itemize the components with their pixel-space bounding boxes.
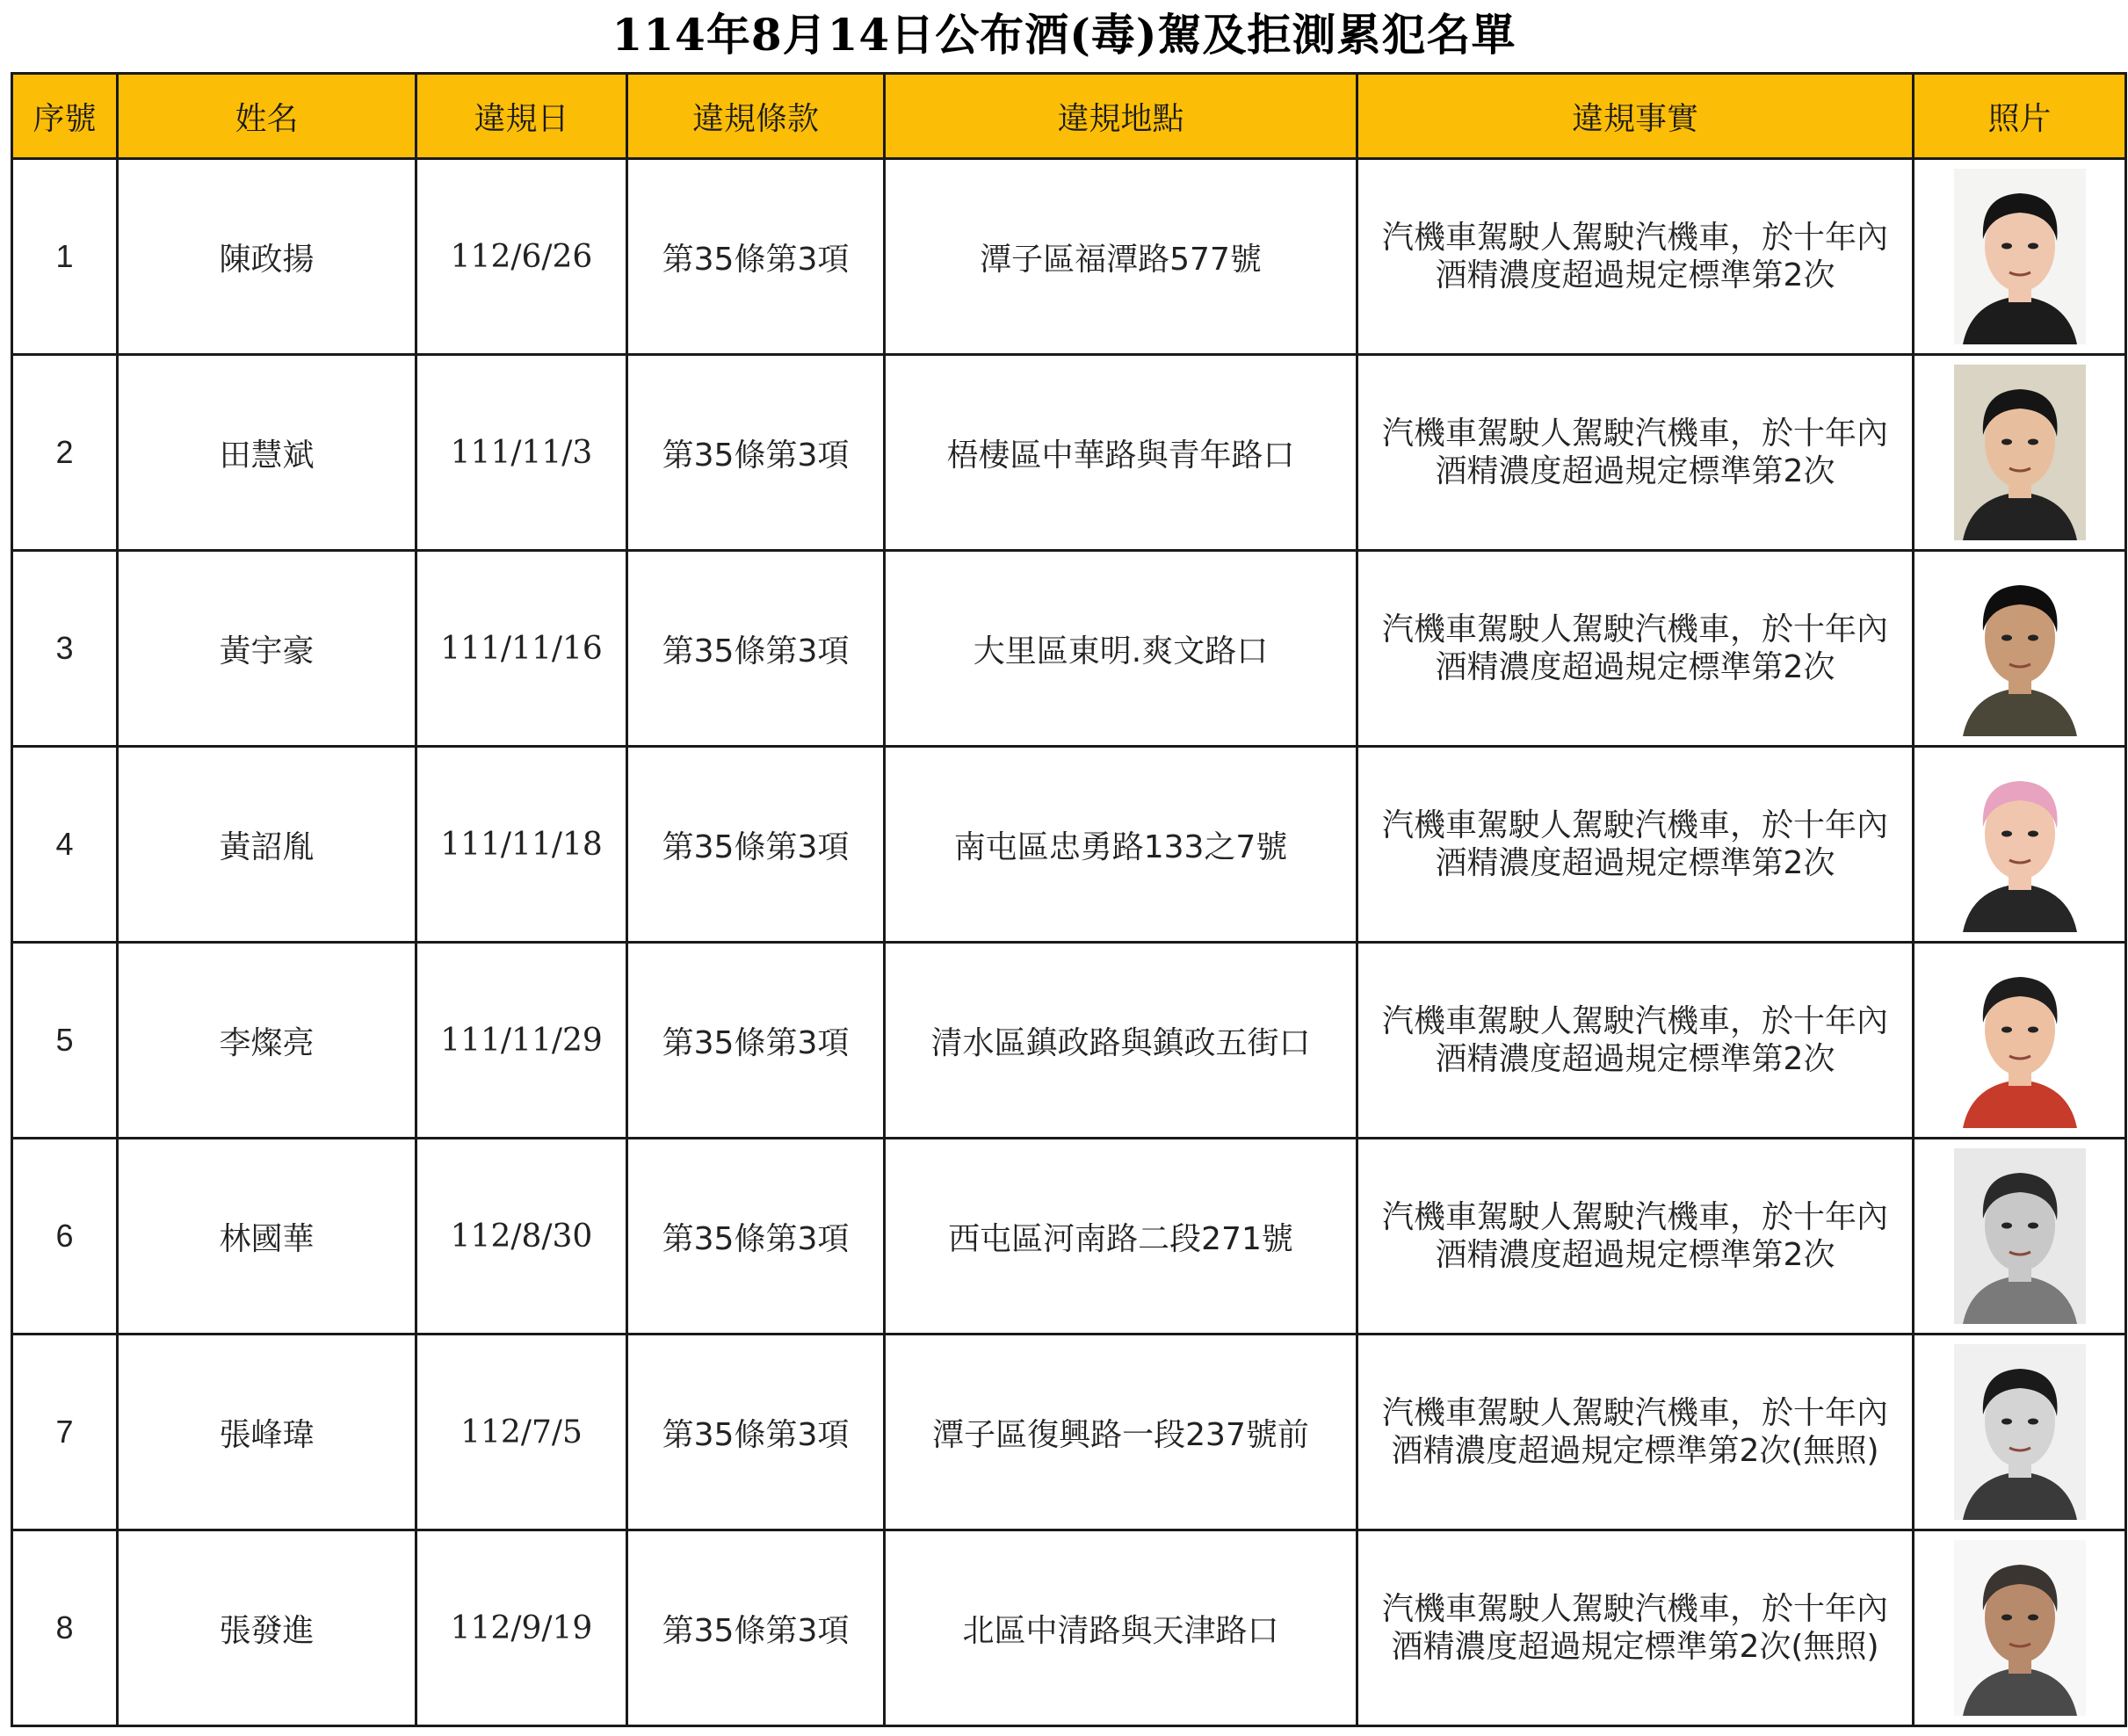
cell-clause: 第35條第3項 — [627, 1530, 885, 1726]
portrait-drawing — [1954, 169, 2086, 344]
cell-clause: 第35條第3項 — [627, 355, 885, 551]
cell-name: 陳政揚 — [118, 159, 416, 355]
header-photo: 照片 — [1914, 74, 2126, 159]
cell-fact — [1357, 943, 1914, 1139]
fact-line: 汽機車駕駛人駕駛汽機車，於十年內 — [1381, 1199, 1888, 1235]
cell-seq: 7 — [12, 1335, 118, 1530]
page-title: 114年8月14日公布酒(毒)駕及拒測累犯名單 — [612, 9, 1516, 61]
offender-table — [11, 72, 2127, 1727]
cell-clause: 第35條第3項 — [627, 159, 885, 355]
cell-photo — [1914, 747, 2126, 943]
cell-photo — [1914, 551, 2126, 747]
cell-seq: 3 — [12, 551, 118, 747]
table-row — [12, 159, 2126, 355]
fact-line: 汽機車駕駛人駕駛汽機車，於十年內 — [1381, 220, 1888, 256]
cell-date: 111/11/3 — [416, 355, 627, 551]
table-row — [12, 1335, 2126, 1530]
table-header-row — [12, 74, 2126, 159]
table-row — [12, 943, 2126, 1139]
cell-seq: 6 — [12, 1139, 118, 1335]
cell-clause: 第35條第3項 — [627, 943, 885, 1139]
person-portrait-icon — [1954, 169, 2086, 344]
portrait-drawing — [1954, 1148, 2086, 1324]
portrait-drawing — [1954, 561, 2086, 736]
cell-photo — [1914, 1530, 2126, 1726]
cell-date: 111/11/29 — [416, 943, 627, 1139]
cell-seq: 4 — [12, 747, 118, 943]
cell-name: 黃詔胤 — [118, 747, 416, 943]
cell-fact — [1357, 747, 1914, 943]
cell-date: 111/11/18 — [416, 747, 627, 943]
cell-place: 大里區東明.爽文路口 — [885, 551, 1357, 747]
cell-date: 111/11/16 — [416, 551, 627, 747]
header-seq: 序號 — [12, 74, 118, 159]
cell-name: 林國華 — [118, 1139, 416, 1335]
cell-photo — [1914, 355, 2126, 551]
cell-photo — [1914, 1139, 2126, 1335]
cell-clause: 第35條第3項 — [627, 1139, 885, 1335]
cell-photo — [1914, 943, 2126, 1139]
person-portrait-icon — [1954, 1148, 2086, 1324]
header-fact: 違規事實 — [1357, 74, 1914, 159]
cell-date: 112/7/5 — [416, 1335, 627, 1530]
fact-line: 汽機車駕駛人駕駛汽機車，於十年內 — [1381, 1395, 1888, 1431]
cell-clause: 第35條第3項 — [627, 551, 885, 747]
person-portrait-icon — [1954, 952, 2086, 1128]
portrait-drawing — [1954, 1344, 2086, 1520]
fact-line: 酒精濃度超過規定標準第2次(無照) — [1391, 1629, 1879, 1665]
cell-fact — [1357, 1530, 1914, 1726]
cell-place: 梧棲區中華路與青年路口 — [885, 355, 1357, 551]
fact-line: 酒精濃度超過規定標準第2次 — [1435, 1041, 1835, 1077]
header-date: 違規日 — [416, 74, 627, 159]
cell-seq: 8 — [12, 1530, 118, 1726]
fact-line: 酒精濃度超過規定標準第2次 — [1435, 1237, 1835, 1273]
fact-line: 酒精濃度超過規定標準第2次(無照) — [1391, 1433, 1879, 1469]
portrait-drawing — [1954, 952, 2086, 1128]
person-portrait-icon — [1954, 756, 2086, 932]
cell-name: 黃宇豪 — [118, 551, 416, 747]
person-portrait-icon — [1954, 365, 2086, 540]
table-row — [12, 355, 2126, 551]
cell-seq: 2 — [12, 355, 118, 551]
fact-line: 汽機車駕駛人駕駛汽機車，於十年內 — [1381, 1591, 1888, 1627]
cell-name: 田慧斌 — [118, 355, 416, 551]
fact-line: 汽機車駕駛人駕駛汽機車，於十年內 — [1381, 1003, 1888, 1039]
fact-line: 汽機車駕駛人駕駛汽機車，於十年內 — [1381, 416, 1888, 452]
cell-date: 112/8/30 — [416, 1139, 627, 1335]
cell-photo — [1914, 159, 2126, 355]
cell-clause: 第35條第3項 — [627, 1335, 885, 1530]
cell-fact — [1357, 1335, 1914, 1530]
cell-place: 潭子區福潭路577號 — [885, 159, 1357, 355]
cell-place: 清水區鎮政路與鎮政五街口 — [885, 943, 1357, 1139]
cell-name: 李燦亮 — [118, 943, 416, 1139]
cell-seq: 1 — [12, 159, 118, 355]
portrait-drawing — [1954, 1540, 2086, 1716]
table-row — [12, 1530, 2126, 1726]
cell-place: 北區中清路與天津路口 — [885, 1530, 1357, 1726]
cell-photo — [1914, 1335, 2126, 1530]
person-portrait-icon — [1954, 1540, 2086, 1716]
table-row — [12, 747, 2126, 943]
fact-line: 酒精濃度超過規定標準第2次 — [1435, 649, 1835, 685]
fact-line: 酒精濃度超過規定標準第2次 — [1435, 453, 1835, 489]
cell-fact — [1357, 159, 1914, 355]
cell-date: 112/6/26 — [416, 159, 627, 355]
cell-clause: 第35條第3項 — [627, 747, 885, 943]
cell-place: 潭子區復興路一段237號前 — [885, 1335, 1357, 1530]
cell-seq: 5 — [12, 943, 118, 1139]
cell-fact — [1357, 551, 1914, 747]
cell-place: 西屯區河南路二段271號 — [885, 1139, 1357, 1335]
fact-line: 汽機車駕駛人駕駛汽機車，於十年內 — [1381, 611, 1888, 647]
fact-line: 汽機車駕駛人駕駛汽機車，於十年內 — [1381, 807, 1888, 843]
cell-place: 南屯區忠勇路133之7號 — [885, 747, 1357, 943]
cell-name: 張發進 — [118, 1530, 416, 1726]
cell-name: 張峰瑋 — [118, 1335, 416, 1530]
portrait-drawing — [1954, 365, 2086, 540]
person-portrait-icon — [1954, 561, 2086, 736]
portrait-drawing — [1954, 756, 2086, 932]
fact-line: 酒精濃度超過規定標準第2次 — [1435, 845, 1835, 881]
fact-line: 酒精濃度超過規定標準第2次 — [1435, 257, 1835, 293]
cell-fact — [1357, 1139, 1914, 1335]
header-place: 違規地點 — [885, 74, 1357, 159]
cell-fact — [1357, 355, 1914, 551]
person-portrait-icon — [1954, 1344, 2086, 1520]
table-row — [12, 1139, 2126, 1335]
table-row — [12, 551, 2126, 747]
cell-date: 112/9/19 — [416, 1530, 627, 1726]
header-name: 姓名 — [118, 74, 416, 159]
header-clause: 違規條款 — [627, 74, 885, 159]
